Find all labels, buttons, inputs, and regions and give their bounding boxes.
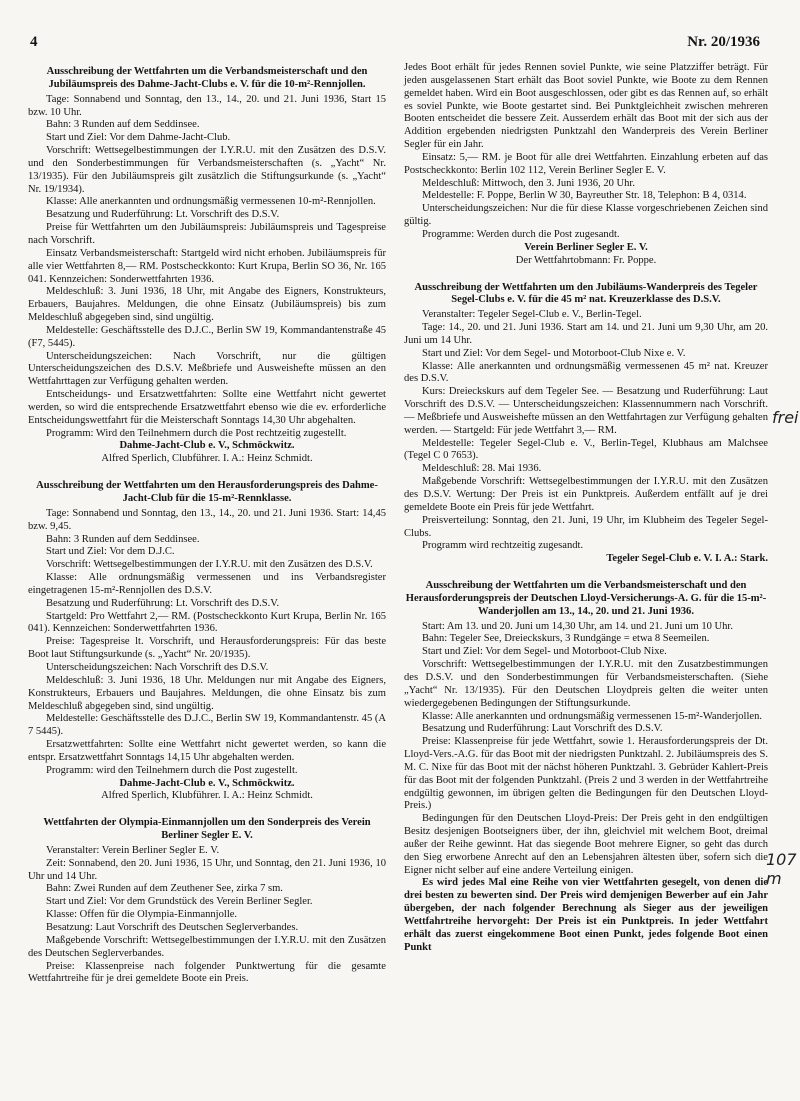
paragraph: Unterscheidungszeichen: Nur die für diese Klasse vorgeschriebenen Zeichen sind gültig. xyxy=(404,203,768,228)
club-signature xyxy=(28,440,386,453)
paragraph: Ersatzwettfahrten: Sollte eine Wettfahrt nicht gewertet werden, so kann die entspr. Ersatzwettfahrt Sonntags 14,15 Uhr abgehalten werden. xyxy=(28,739,386,763)
paragraph: Programm: wird den Teilnehmern durch die Post zugestellt. xyxy=(46,764,298,776)
issue-number: Nr. 20/1936 xyxy=(687,34,760,50)
paragraph: Meldestelle: F. Poppe, Berlin W 30, Bayreuther Str. 18, Telephon: B 4, 0314. xyxy=(422,190,747,202)
paragraph: Vorschrift: Wettsegelbestimmungen der I.Y.R.U. mit den Zusatzbestimmungen des D.S.V. und den Sonderbestimmungen für Verbandsmeisterschaften. (Siehe „Yacht“ Nr. 13/1935). Für den Deutschen Lloydpreis gelten die weiter unten wiedergegebenen Bedingungen der Stiftungsurkunde. xyxy=(404,659,768,709)
paragraph: Klasse: Alle ordnungsmäßig vermessenen und ins Verbandsregister eingetragenen 15-m²-Rennjollen des D.S.V. xyxy=(28,572,386,596)
club-name: Dahme-Jacht-Club e. V., Schmöckwitz. xyxy=(119,440,295,452)
paragraph: Klasse: Alle anerkannten und ordnungsmäßig vermessenen 45 m² nat. Kreuzer des D.S.V. xyxy=(404,360,768,385)
paragraph: Einsatz: 5,— RM. je Boot für alle drei Wettfahrten. Einzahlung erbeten auf das Postscheckkonto: Berlin 102 112, Verein Berliner Segler E. V. xyxy=(404,151,768,176)
paragraph: Bahn: Zwei Runden auf dem Zeuthener See, zirka 7 sm. xyxy=(46,883,283,895)
section-lloyd-15qm xyxy=(404,580,768,954)
paragraph: Kurs: Dreieckskurs auf dem Tegeler See. — Besatzung und Ruderführung: Laut Vorschrift des D.S.V. — Unterscheidungszeichen: Klassennummern nach Vorschrift. — Meßbriefe und Ausweishefte müssen an den Wettfahrtagen zur Verfügung gehalten werden. — Startgeld: Für jede Wettfahrt 3,— RM. xyxy=(404,386,768,436)
section-dahme-10qm xyxy=(28,66,386,466)
club-name: Tegeler Segel-Club e. V. I. A.: Stark. xyxy=(606,553,768,565)
paragraph: Klasse: Offen für die Olympia-Einmannjolle. xyxy=(46,909,238,921)
signatory: Alfred Sperlich, Clubführer. I. A.: Heinz Schmidt. xyxy=(101,453,313,465)
paragraph: Start und Ziel: Vor dem Segel- und Motorboot-Club Nixe. xyxy=(422,646,667,658)
section-title: Ausschreibung der Wettfahrten um die Verbandsmeisterschaft und den Jubiläumspreis des Dahme-Jacht-Clubs e. V. für die 10-m²-Rennjollen. xyxy=(46,66,368,90)
paragraph: Einsatz Verbandsmeisterschaft: Startgeld wird nicht erhoben. Jubiläumspreis für alle vier Wettfahrten 8,— RM. Postscheckkonto: Kurt Krupa, Berlin SO 36, Nr. 165 041. Kennzeichen: Sonderwettfahrten 1936. xyxy=(28,247,386,285)
paragraph: Preise: Klassenpreise für jede Wettfahrt, sowie 1. Herausforderungspreis der Dt. Lloyd-Vers.-A.G. für das Boot mit der niedrigsten Punktzahl. 2. Jubiläumspreis des S. M. C. Nixe für das Boot mit der nächst höheren Punktzahl. 3. Gebrüder Kahlert-Preis für das Boot mit der folgenden Punktzahl. (Preis 2 und 3 werden in der Wettfahrtreihe endgültig gewonnen, im übrigen gelten die Bedingungen für den Deutschen Lloyd-Preis.) xyxy=(404,736,768,812)
paragraph: Start und Ziel: Vor dem D.J.C. xyxy=(46,546,175,558)
paragraph: Startgeld: Pro Wettfahrt 2,— RM. (Postscheckkonto Kurt Krupa, Berlin Nr. 165 041). Kennzeichen: Sonderwettfahrten 1936. xyxy=(28,610,386,635)
paragraph: Meldeschluß: 3. Juni 1936, 18 Uhr. Meldungen nur mit Angabe des Eigners, Konstrukteurs, Erbauers und Baujahres. Meldungen, die ohne Einsatz bis zum Meldeschluß abgegeben sind, sind ungültig. xyxy=(28,674,386,712)
paragraph: Meldestelle: Geschäftsstelle des D.J.C., Berlin SW 19, Kommandantenstraße 45 (F7, 5445). xyxy=(28,324,386,349)
paragraph: Besatzung: Laut Vorschrift des Deutschen Seglerverbandes. xyxy=(46,922,299,933)
paragraph: Programme: Werden durch die Post zugesandt. xyxy=(422,228,620,240)
paragraph: Unterscheidungszeichen: Nach Vorschrift des D.S.V. xyxy=(46,661,269,673)
paragraph: Preise für Wettfahrten um den Jubiläumspreis: Jubiläumspreis und Tagespreise nach Vorschrift. xyxy=(28,222,386,246)
paragraph: Klasse: Alle anerkannten und ordnungsmäßig vermessenen 15-m²-Wanderjollen. xyxy=(422,710,763,722)
paragraph: Bahn: 3 Runden auf dem Seddinsee. xyxy=(46,119,200,131)
right-column xyxy=(404,62,768,969)
page-number: 4 xyxy=(30,34,38,50)
club-signature xyxy=(404,242,768,255)
paragraph: Start: Am 13. und 20. Juni um 14,30 Uhr, am 14. und 21. Juni um 10 Uhr. xyxy=(422,620,734,632)
paragraph: Maßgebende Vorschrift: Wettsegelbestimmungen der I.Y.R.U. mit den Zusätzen des D.S.V. Wertung: Der Preis ist ein Punktpreis. Außerdem entfällt auf je drei gemeldete Boote ein Preis für jede Wettfahrt. xyxy=(404,476,768,513)
section-olympia-jollen xyxy=(28,817,386,986)
paragraph: Bedingungen für den Deutschen Lloyd-Preis: Der Preis geht in den endgültigen Besitz desjenigen Bootseigners über, der ihn, gleichviel mit welchem Boot, dreimal außer der Reihe gewinnt. Hat das siegende Boot mehrere Eigner, so geht das durch den Sieg erworbene Anrecht auf den an Lebensjahren ältesten über, sofern sich die Eigner nicht selber auf eine andere Verteilung einigen. xyxy=(404,813,768,876)
section-olympia-continued xyxy=(404,62,768,268)
paragraph: Tage: 14., 20. und 21. Juni 1936. Start am 14. und 21. Juni um 9,30 Uhr, am 20. Juni um 14 Uhr. xyxy=(404,322,768,346)
paragraph: Veranstalter: Tegeler Segel-Club e. V., Berlin-Tegel. xyxy=(422,309,642,321)
paragraph: Jedes Boot erhält für jedes Rennen soviel Punkte, wie seine Platzziffer beträgt. Für jeden ausgelassenen Start erhält das Boot soviel Punkte, wie Boote zu dem Rennen gemeldet haben. Wird ein Boot ausgeschlossen, oder gibt es das Rennen auf, so erhält es soviel Punkte, wie Boote gestartet sind. Bei Punktgleichheit zwischen mehreren Booten entscheidet die bessere Zeit. Ausserdem erhält das Boot mit der sich aus der Addition ergebenden niedrigsten Punktzahl den Wanderpreis des Verein Berliner Segler für ein Jahr. xyxy=(404,62,768,151)
paragraph: Vorschrift: Wettsegelbestimmungen der I.Y.R.U. mit den Zusätzen des D.S.V. xyxy=(46,559,373,571)
paragraph: Vorschrift: Wettsegelbestimmungen der I.Y.R.U. mit den Zusätzen des D.S.V. und den Sonderbestimmungen für Verbandsmeisterschaften (s. „Yacht“ Nr. 13/1935). Für den Jubiläumspreis gilt zusätzlich die Stiftungsurkunde (s. „Yacht“ Nr. 19/1934). xyxy=(28,145,386,195)
paragraph: Meldestelle: Geschäftsstelle des D.J.C., Berlin SW 19, Kommandantenstr. 45 (A 7 5445). xyxy=(28,713,386,738)
paragraph: Preise: Tagespreise lt. Vorschrift, und Herausforderungspreis: Für das beste Boot laut Stiftungsurkunde (s. „Yacht“ Nr. 20/1935). xyxy=(28,636,386,661)
paragraph: Veranstalter: Verein Berliner Segler E. V. xyxy=(46,844,220,856)
paragraph: Besatzung und Ruderführung: Lt. Vorschrift des D.S.V. xyxy=(46,597,280,609)
paragraph: Meldestelle: Tegeler Segel-Club e. V., Berlin-Tegel, Klubhaus am Malchsee (Tegel C 0 7653). xyxy=(404,437,768,462)
paragraph: Preisverteilung: Sonntag, den 21. Juni, 19 Uhr, im Klubheim des Tegeler Segel-Clubs. xyxy=(404,514,768,539)
paragraph: Programm wird rechtzeitig zugesandt. xyxy=(422,540,584,552)
paragraph: Maßgebende Vorschrift: Wettsegelbestimmungen der I.Y.R.U. mit den Zusätzen des Deutschen Seglerverbandes. xyxy=(28,934,386,959)
handwritten-note-frei: frei xyxy=(772,408,799,427)
paragraph: Besatzung und Ruderführung: Laut Vorschrift des D.S.V. xyxy=(422,723,663,735)
signatory: Alfred Sperlich, Klubführer. I. A.: Heinz Schmidt. xyxy=(101,790,313,802)
paragraph: Bahn: 3 Runden auf dem Seddinsee. xyxy=(46,533,200,545)
paragraph: Unterscheidungszeichen: Nach Vorschrift, nur die gültigen Unterscheidungszeichen des D.S.V. Meßbriefe und Ausweishefte müssen an den Wettfahrttagen zur Verfügung gehalten werden. xyxy=(28,350,386,388)
paragraph: Preise: Klassenpreise nach folgender Punktwertung für die gesamte Wettfahrtreihe für je drei gemeldete Boote ein Preis. xyxy=(28,960,386,985)
club-name: Verein Berliner Segler E. V. xyxy=(524,241,648,253)
paragraph: Entscheidungs- und Ersatzwettfahrten: Sollte eine Wettfahrt nicht gewertet werden, so wird die entsprechende Ersatzwettfahrt ebenso wie die ev. erforderliche Entscheidungswettfahrt für die Meisterschaft Sonntags 14,30 Uhr abgehalten. xyxy=(28,389,386,426)
paragraph: Tage: Sonnabend und Sonntag, den 13., 14., 20. und 21. Juni 1936, Start 15 bzw. 10 Uhr. xyxy=(28,93,386,118)
section-title: Ausschreibung der Wettfahrten um den Jubiläums-Wanderpreis des Tegeler Segel-Clubs e. V. für die 45 m² nat. Kreuzerklasse des D.S.V. xyxy=(414,281,758,306)
paragraph: Besatzung und Ruderführung: Lt. Vorschrift des D.S.V. xyxy=(46,209,280,221)
section-tegeler-45qm xyxy=(404,282,768,567)
section-title: Ausschreibung der Wettfahrten um die Verbandsmeisterschaft und den Herausforderungspreis der Deutschen Lloyd-Versicherungs-A. G. für die 15-m²-Wanderjollen am 13., 14., 20. und 21. Juni 1936. xyxy=(405,580,767,617)
club-signature xyxy=(28,778,386,791)
handwritten-note-107m: 107 m xyxy=(766,850,797,888)
paragraph: Start und Ziel: Vor dem Segel- und Motorboot-Club Nixe e. V. xyxy=(422,347,686,359)
paragraph: Start und Ziel: Vor dem Grundstück des Verein Berliner Segler. xyxy=(46,896,313,908)
section-title: Ausschreibung der Wettfahrten um den Herausforderungspreis des Dahme-Jacht-Club für die 15-m²-Rennklasse. xyxy=(36,480,378,504)
paragraph: Meldeschluß: 28. Mai 1936. xyxy=(422,463,542,475)
section-title: Wettfahrten der Olympia-Einmannjollen um den Sonderpreis des Verein Berliner Segler E. V. xyxy=(43,817,371,842)
paragraph: Bahn: Tegeler See, Dreieckskurs, 3 Rundgänge = etwa 8 Seemeilen. xyxy=(422,633,710,645)
club-name: Dahme-Jacht-Club e. V., Schmöckwitz. xyxy=(119,777,295,789)
signatory: Der Wettfahrtobmann: Fr. Poppe. xyxy=(515,254,657,266)
paragraph: Klasse: Alle anerkannten und ordnungsmäßig vermessenen 10-m²-Rennjollen. xyxy=(46,196,376,208)
paragraph: Zeit: Sonnabend, den 20. Juni 1936, 15 Uhr, und Sonntag, den 21. Juni 1936, 10 Uhr und 14 Uhr. xyxy=(28,857,386,882)
paragraph: Meldeschluß: 3. Juni 1936, 18 Uhr, mit Angabe des Eigners, Konstrukteurs, Erbauers, Baujahres. Meldungen, die ohne Einsatz (Jubiläumspreis) bis zum Meldeschluß abgegeben sind, sind ungültig. xyxy=(28,286,386,324)
left-column xyxy=(28,62,386,1000)
paragraph: Es wird jedes Mal eine Reihe von vier Wettfahrten gesegelt, von denen die drei besten zu bewerten sind. Der Preis wird demjenigen Bewerber auf ein Jahr übergeben, der nach folgender Berechnung als Sieger aus der jeweiligen Wettfahrtreihe hervorgeht: Der Preis ist ein Punktpreis. In jeder Wettfahrt erhält das zuerst eingekommene Boot einen Punkt, jedes folgende Boot einen Punkt xyxy=(404,877,768,953)
paragraph: Programm: Wird den Teilnehmern durch die Post rechtzeitig zugestellt. xyxy=(46,427,347,439)
paragraph: Start und Ziel: Vor dem Dahme-Jacht-Club. xyxy=(46,132,231,144)
paragraph: Tage: Sonnabend und Sonntag, den 13., 14., 20. und 21. Juni 1936. Start: 14,45 bzw. 9,45. xyxy=(28,507,386,532)
paragraph: Meldeschluß: Mittwoch, den 3. Juni 1936, 20 Uhr. xyxy=(422,177,635,189)
club-signature xyxy=(404,553,768,566)
section-dahme-15qm xyxy=(28,480,386,803)
